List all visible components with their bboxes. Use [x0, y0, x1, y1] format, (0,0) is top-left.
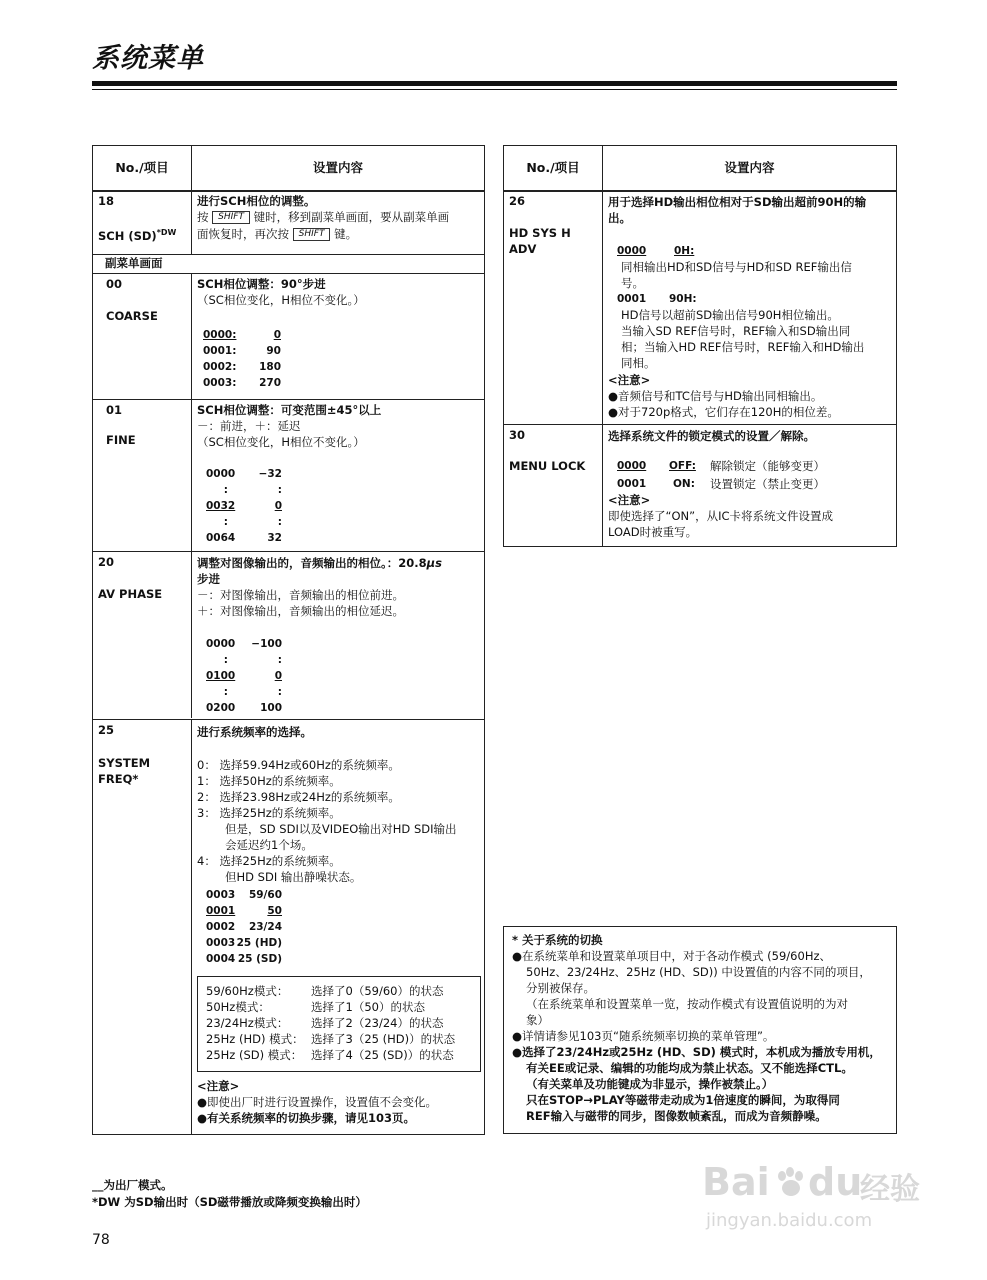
value-code: : — [223, 516, 228, 528]
value-label: : — [277, 686, 282, 698]
item-25-note-1: ●即使出厂时进行设置操作，设置值不会变化。 — [197, 1095, 438, 1109]
note-line: ●详情请参见103页“随系统频率切换的菜单管理”。 — [512, 1029, 775, 1043]
footer-factory-note: __为出厂模式。 — [92, 1178, 173, 1192]
header-setting-content: 设置内容 — [724, 160, 775, 175]
item-00-sub: （SC相位变化，H相位不变化。） — [197, 293, 365, 307]
divider — [602, 424, 603, 546]
divider — [191, 551, 192, 718]
header-setting-content: 设置内容 — [312, 160, 363, 175]
value-code: : — [223, 654, 228, 666]
item-30-note-2: LOAD时被重写。 — [608, 525, 698, 539]
mode-state-box — [197, 976, 481, 1072]
shift-key-icon: SHIFT — [212, 211, 250, 224]
divider — [93, 190, 484, 192]
item-26-note-2: ●对于720p格式，它们存在120H的相位差。 — [608, 405, 839, 419]
shift-key-icon: SHIFT — [293, 228, 331, 241]
item-26-name-cont: ADV — [509, 242, 537, 256]
value-code: 0064 — [206, 532, 236, 544]
value-code: : — [223, 686, 228, 698]
item-25-title: 进行系统频率的选择。 — [197, 725, 312, 739]
item-30-title: 选择系统文件的锁定模式的设置／解除。 — [608, 429, 815, 443]
item-26-title-cont: 出。 — [608, 211, 631, 225]
freq-option: 2： 选择23.98Hz或24Hz的系统频率。 — [197, 790, 400, 804]
value-code: 0003 — [206, 937, 236, 949]
item-25-name-cont: FREQ* — [98, 772, 139, 786]
item-00-number: 00 — [106, 277, 123, 291]
item-30-note-1: 即使选择了“ON”，从IC卡将系统文件设置成 — [608, 509, 833, 523]
left-settings-table — [92, 145, 485, 1135]
value-label: 32 — [267, 532, 282, 544]
item-20-line1: －：对图像输出，音频输出的相位前进。 — [197, 588, 404, 602]
value-label: 270 — [259, 377, 281, 389]
value-code: 0100 — [206, 670, 236, 682]
page-number: 78 — [92, 1232, 110, 1248]
item-26-note-1: ●音频信号和TC信号与HD输出同相输出。 — [608, 389, 823, 403]
note-line: 分别被保存。 — [526, 981, 595, 995]
item-25-number: 25 — [98, 723, 115, 737]
footer-dw-note: *DW 为SD输出时（SD磁带播放或降频变换输出时） — [92, 1195, 367, 1209]
divider — [93, 551, 484, 552]
value-label: OFF: — [669, 460, 696, 472]
divider — [504, 424, 896, 425]
value-desc: 同相输出HD和SD信号与HD和SD REF输出信 — [621, 260, 852, 274]
divider — [504, 190, 896, 192]
item-25-name: SYSTEM — [98, 756, 151, 770]
right-table-header — [504, 146, 896, 191]
value-code: 0003: — [203, 377, 237, 389]
mode-label: 59/60Hz模式： — [206, 984, 289, 998]
divider — [191, 146, 192, 190]
watermark-cn: 经验 — [860, 1172, 920, 1207]
note-line: ●在系统菜单和设置菜单项目中，对于各动作模式 (59/60Hz、 — [512, 949, 831, 963]
mode-state: 选择了2（23/24）的状态 — [311, 1016, 444, 1030]
value-code: 0000 — [206, 468, 236, 480]
value-code: 0001 — [206, 905, 236, 917]
item-18-line2: 面恢复时，再次按 SHIFT 键。 — [197, 227, 358, 241]
item-30-note-heading: <注意> — [608, 493, 651, 507]
note-line-bold: 只在STOP→PLAY等磁带走动成为1倍速度的瞬间，为取得同 — [526, 1093, 840, 1107]
mode-label: 23/24Hz模式： — [206, 1016, 289, 1030]
item-26-title: 用于选择HD输出相位相对于SD输出超前90H的输 — [608, 195, 867, 209]
value-label: 0 — [273, 329, 281, 341]
freq-option-note: 会延迟约1个场。 — [225, 838, 313, 852]
item-20-number: 20 — [98, 555, 115, 569]
value-label: 180 — [259, 361, 281, 373]
value-desc: HD信号以超前SD输出信号90H相位输出。 — [621, 308, 839, 322]
value-code: 0032 — [206, 500, 236, 512]
value-label: 0 — [274, 670, 282, 682]
item-20-name: AV PHASE — [98, 587, 163, 601]
divider — [602, 192, 603, 428]
value-code: 0001 — [617, 478, 647, 490]
item-18-number: 18 — [98, 194, 115, 208]
value-code: 0000 — [617, 245, 647, 257]
item-01-number: 01 — [106, 403, 123, 417]
value-code: 0000 — [206, 638, 236, 650]
divider — [191, 192, 192, 254]
value-label: 0H: — [674, 245, 695, 257]
value-code: : — [223, 484, 228, 496]
value-code: 0002: — [203, 361, 237, 373]
value-desc: 设置锁定（禁止变更） — [710, 477, 825, 491]
note-line-bold: ●选择了23/24Hz或25Hz (HD、SD) 模式时，本机成为播放专用机， — [512, 1045, 881, 1059]
divider — [602, 146, 603, 190]
value-label: 0 — [274, 500, 282, 512]
divider — [191, 399, 192, 551]
value-label: −32 — [258, 468, 282, 480]
system-switch-note-box — [503, 926, 897, 1134]
value-desc: 同相。 — [621, 356, 656, 370]
note-line-bold: 有关EE或记录、编辑的功能均成为禁止状态。又不能选择CTL。 — [526, 1061, 853, 1075]
page-title: 系统菜单 — [92, 43, 204, 74]
mode-label: 50Hz模式： — [206, 1000, 270, 1014]
mode-state: 选择了0（59/60）的状态 — [311, 984, 444, 998]
freq-option: 3： 选择25Hz的系统频率。 — [197, 806, 341, 820]
note-line: 50Hz、23/24Hz、25Hz (HD、SD)) 中设置值的内容不同的项目， — [526, 965, 871, 979]
mode-label: 25Hz (HD) 模式： — [206, 1032, 304, 1046]
title-rule-thin — [92, 89, 897, 90]
item-18-line1: 按 SHIFT 键时，移到副菜单画面，要从副菜单画 — [197, 210, 450, 224]
value-label: : — [277, 516, 282, 528]
mode-label: 25Hz (SD) 模式： — [206, 1048, 303, 1062]
header-no-item: No./项目 — [115, 160, 169, 175]
value-code: 0000: — [203, 329, 237, 341]
value-label: 100 — [260, 702, 282, 714]
value-label: 25 (SD) — [237, 953, 282, 965]
item-25-note-heading: <注意> — [197, 1079, 240, 1093]
value-label: 59/60 — [248, 889, 282, 901]
baidu-watermark — [700, 1160, 940, 1240]
item-20-title: 调整对图像输出的，音频输出的相位。：20.8μs — [197, 556, 442, 570]
note-line-bold: （有关菜单及功能键成为非显示，操作被禁止。） — [526, 1077, 774, 1091]
divider — [93, 719, 484, 720]
value-code: 0200 — [206, 702, 236, 714]
value-label: 90H: — [669, 293, 697, 305]
item-01-line1: －：前进，＋：延迟 — [197, 419, 301, 433]
value-label: 50 — [267, 905, 282, 917]
value-label: 23/24 — [248, 921, 282, 933]
item-26-name: HD SYS H — [509, 226, 571, 240]
item-20-title-cont: 步进 — [197, 572, 220, 586]
item-18-name: SCH (SD)$^{*DW}$ — [98, 228, 177, 243]
watermark-brand: Bai — [702, 1160, 770, 1204]
freq-option: 4： 选择25Hz的系统频率。 — [197, 854, 341, 868]
divider — [191, 273, 192, 399]
value-desc: 解除锁定（能够变更） — [710, 459, 825, 473]
watermark-brand-2: du — [808, 1160, 863, 1204]
note-box-title: * 关于系统的切换 — [512, 933, 603, 947]
divider — [191, 719, 192, 1134]
mode-state: 选择了4（25 (SD)）的状态 — [311, 1048, 454, 1062]
header-no-item: No./项目 — [526, 160, 580, 175]
paw-icon — [774, 1166, 808, 1200]
freq-option-note: 但是，SD SDI以及VIDEO输出对HD SDI输出 — [225, 822, 457, 836]
value-code: 0001: — [203, 345, 237, 357]
value-code: 0002 — [206, 921, 236, 933]
item-00-name: COARSE — [106, 309, 158, 323]
item-01-name: FINE — [106, 433, 136, 447]
mode-state: 选择了3（25 (HD)）的状态 — [311, 1032, 456, 1046]
item-30-name: MENU LOCK — [509, 459, 586, 473]
left-table-header — [93, 146, 484, 191]
item-30-number: 30 — [509, 428, 526, 442]
value-label: −100 — [251, 638, 282, 650]
value-code: 0003 — [206, 889, 236, 901]
value-desc: 当输入SD REF信号时，REF输入和SD输出同 — [621, 324, 851, 338]
right-settings-table — [503, 145, 897, 547]
value-code: 0000 — [617, 460, 647, 472]
value-label: 25 (HD) — [236, 937, 282, 949]
item-20-line2: ＋：对图像输出，音频输出的相位延迟。 — [197, 604, 404, 618]
freq-option: 0： 选择59.94Hz或60Hz的系统频率。 — [197, 758, 400, 772]
item-00-title: SCH相位调整：90°步进 — [197, 277, 326, 291]
item-26-number: 26 — [509, 194, 526, 208]
value-label: : — [277, 654, 282, 666]
divider — [93, 273, 484, 274]
mode-state: 选择了1（50）的状态 — [311, 1000, 425, 1014]
value-label: ON: — [673, 478, 695, 490]
freq-option-note: 但HD SDI 输出静噪状态。 — [225, 870, 362, 884]
item-01-title: SCH相位调整：可变范围±45°以上 — [197, 403, 382, 417]
value-label: 90 — [266, 345, 281, 357]
item-18-title: 进行SCH相位的调整。 — [197, 194, 316, 208]
divider — [93, 399, 484, 400]
note-line-bold: REF输入与磁带的同步，图像数帧紊乱，而成为音频静噪。 — [526, 1109, 827, 1123]
note-line: 象） — [526, 1013, 549, 1027]
value-desc: 号。 — [621, 276, 644, 290]
note-line: （在系统菜单和设置菜单一览，按动作模式有设置值说明的为对 — [526, 997, 848, 1011]
value-desc: 相；当输入HD REF信号时，REF输入和HD输出 — [621, 340, 865, 354]
item-01-line2: （SC相位变化，H相位不变化。） — [197, 435, 365, 449]
watermark-url: jingyan.baidu.com — [706, 1210, 873, 1231]
value-label: : — [277, 484, 282, 496]
submenu-label: 副菜单画面 — [105, 256, 163, 270]
title-rule-thick — [92, 81, 897, 86]
item-26-note-heading: <注意> — [608, 373, 651, 387]
item-25-note-2: ●有关系统频率的切换步骤，请见103页。 — [197, 1111, 416, 1125]
value-code: 0004 — [206, 953, 236, 965]
value-code: 0001 — [617, 293, 647, 305]
freq-option: 1： 选择50Hz的系统频率。 — [197, 774, 341, 788]
